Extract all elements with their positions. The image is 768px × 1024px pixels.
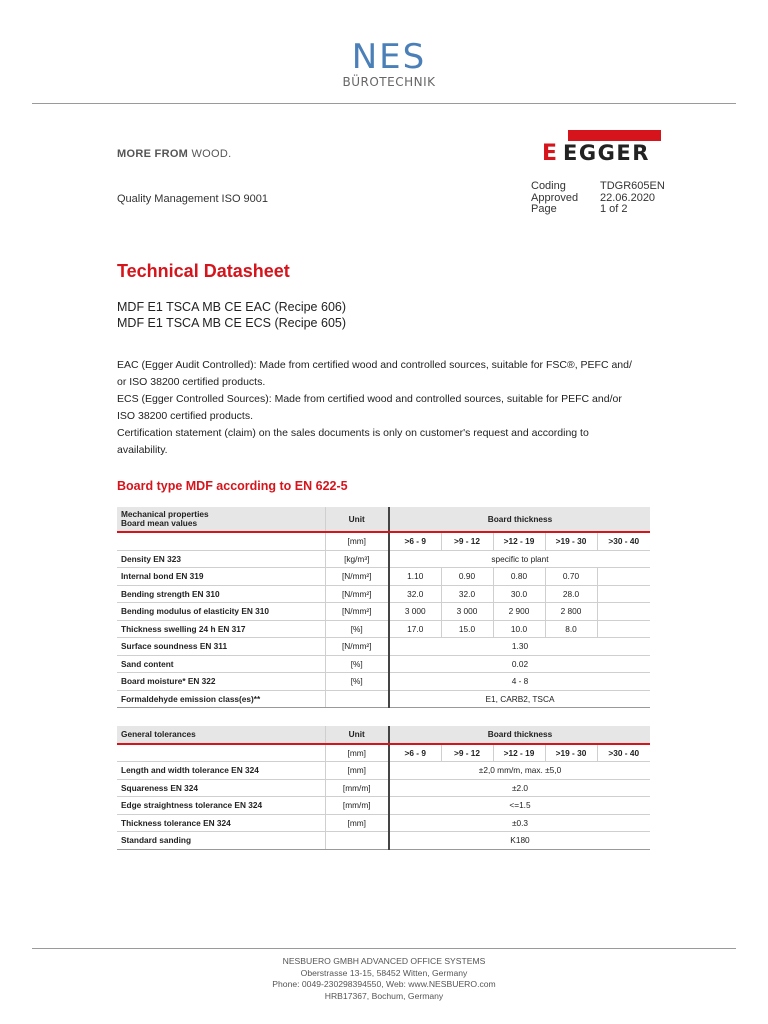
value-cell: 28.0 [545,585,597,603]
header-label [117,507,325,532]
unit-cell: [N/mm²] [325,585,389,603]
tagline-bold: MORE FROM [117,148,189,160]
document-meta [531,181,665,216]
unit-cell: [%] [325,673,389,691]
thickness-range: >9 - 12 [441,744,493,762]
value-cell: 32.0 [441,585,493,603]
property-label: Standard sanding [117,832,325,850]
thickness-range-row [117,532,650,550]
header-board-thickness: Board thickness [389,507,650,532]
thickness-range: >6 - 9 [389,744,441,762]
property-label: Thickness swelling 24 h EN 317 [117,620,325,638]
thickness-range: >6 - 9 [389,532,441,550]
table-row [117,638,650,656]
meta-row-page [531,204,665,216]
unit-cell: [kg/m³] [325,550,389,568]
unit-cell: [%] [325,655,389,673]
thickness-range: >19 - 30 [545,532,597,550]
intro-line: ECS (Egger Controlled Sources): Made from certified wood and controlled sources, suitable for PEFC and/or [117,393,622,405]
table-row [117,779,650,797]
table-header-row [117,726,650,744]
property-label: Edge straightness tolerance EN 324 [117,797,325,815]
table-cell-empty [117,744,325,762]
footer [184,956,584,1002]
document-title: Technical Datasheet [117,261,290,281]
unit-cell: [mm/m] [325,797,389,815]
table-row [117,585,650,603]
value-cell-span: ±0.3 [389,814,650,832]
intro-line: Certification statement (claim) on the sales documents is only on customer's request and according to [117,427,589,439]
nes-buerotechnik-logo [334,37,444,92]
meta-value: 1 of 2 [600,203,628,215]
egger-logo-bar [568,130,661,141]
nes-logo-subtitle: BÜROTECHNIK [342,75,436,89]
table-row [117,832,650,850]
value-cell-span: ±2,0 mm/m, max. ±5,0 [389,762,650,780]
value-cell: 32.0 [389,585,441,603]
header-label: General tolerances [117,726,325,744]
thickness-range-row [117,744,650,762]
value-cell-span: 1.30 [389,638,650,656]
value-cell: 2 900 [493,603,545,621]
table-row [117,620,650,638]
value-cell: 2 800 [545,603,597,621]
value-cell [597,603,650,621]
unit-cell: [mm/m] [325,779,389,797]
intro-paragraph [117,357,647,459]
general-tolerances-table [117,726,650,850]
thickness-range: >12 - 19 [493,744,545,762]
unit-cell: [N/mm²] [325,603,389,621]
section-title: Board type MDF according to EN 622-5 [117,479,348,493]
property-label: Squareness EN 324 [117,779,325,797]
intro-line: EAC (Egger Audit Controlled): Made from certified wood and controlled sources, suitable for FSC®, PEFC and/ [117,359,632,371]
header-board-thickness: Board thickness [389,726,650,744]
unit-cell [325,832,389,850]
value-cell-span: E1, CARB2, TSCA [389,690,650,708]
value-cell [597,585,650,603]
table-header-row [117,507,650,532]
tagline-light: WOOD. [191,148,232,160]
egger-logo-text: EGGER [563,141,650,165]
header-label-line: Mechanical properties [121,508,209,519]
unit-cell: [N/mm²] [325,568,389,586]
value-cell: 17.0 [389,620,441,638]
thickness-range: >9 - 12 [441,532,493,550]
footer-line: HRB17367, Bochum, Germany [324,990,444,1001]
unit-cell: [%] [325,620,389,638]
table-row [117,568,650,586]
intro-line: ISO 38200 certified products. [117,410,253,422]
property-label: Density EN 323 [117,550,325,568]
table-cell-empty [117,532,325,550]
value-cell [597,568,650,586]
value-cell [597,620,650,638]
meta-row-coding [531,181,665,193]
header-unit: Unit [325,726,389,744]
property-label: Length and width tolerance EN 324 [117,762,325,780]
value-cell: 0.90 [441,568,493,586]
value-cell-span: K180 [389,832,650,850]
value-cell: 8.0 [545,620,597,638]
value-cell-span: ±2.0 [389,779,650,797]
value-cell: 3 000 [441,603,493,621]
table-row [117,797,650,815]
table-row [117,603,650,621]
product-lines [117,299,346,331]
value-cell: 30.0 [493,585,545,603]
property-label: Formaldehyde emission class(es)** [117,690,325,708]
meta-value: 22.06.2020 [600,191,656,204]
unit-cell: [mm] [325,762,389,780]
meta-key: Approved [531,191,579,204]
meta-key: Page [531,203,557,215]
unit-cell [325,690,389,708]
header-label-line: Board mean values [121,518,198,528]
meta-value: TDGR605EN [600,180,665,192]
footer-line: NESBUERO GMBH ADVANCED OFFICE SYSTEMS [282,956,486,966]
property-label: Sand content [117,655,325,673]
thickness-range: >19 - 30 [545,744,597,762]
thickness-range: >12 - 19 [493,532,545,550]
property-label: Internal bond EN 319 [117,568,325,586]
product-line: MDF E1 TSCA MB CE EAC (Recipe 606) [117,300,347,314]
table-row [117,673,650,691]
value-cell-span: 0.02 [389,655,650,673]
value-cell: 3 000 [389,603,441,621]
value-cell: 0.80 [493,568,545,586]
value-cell: 0.70 [545,568,597,586]
footer-line: Phone: 0049-230298394550, Web: www.NESBUERO.com [272,979,496,989]
property-label: Thickness tolerance EN 324 [117,814,325,832]
egger-tagline [117,148,232,160]
header-unit: Unit [325,507,389,532]
quality-management: Quality Management ISO 9001 [117,193,269,205]
unit-cell: [mm] [325,814,389,832]
meta-key: Coding [531,180,566,192]
table-row [117,655,650,673]
value-cell-span: <=1.5 [389,797,650,815]
footer-divider [32,948,736,949]
table-row [117,814,650,832]
value-cell-span: specific to plant [389,550,650,568]
property-label: Bending modulus of elasticity EN 310 [117,603,325,621]
property-label: Board moisture* EN 322 [117,673,325,691]
intro-line: availability. [117,444,168,456]
value-cell: 1.10 [389,568,441,586]
thickness-range: >30 - 40 [597,744,650,762]
unit-cell: [N/mm²] [325,638,389,656]
unit-cell: [mm] [325,532,389,550]
egger-logo [542,141,650,165]
footer-line: Oberstrasse 13-15, 58452 Witten, Germany [300,967,468,978]
property-label: Bending strength EN 310 [117,585,325,603]
value-cell: 10.0 [493,620,545,638]
table-row [117,550,650,568]
egger-e-mark-icon: E [542,140,558,166]
property-label: Surface soundness EN 311 [117,638,325,656]
value-cell-span: 4 - 8 [389,673,650,691]
table-row [117,762,650,780]
value-cell: 15.0 [441,620,493,638]
unit-cell: [mm] [325,744,389,762]
thickness-range: >30 - 40 [597,532,650,550]
table-row [117,690,650,708]
mechanical-properties-table [117,507,650,708]
product-line: MDF E1 TSCA MB CE ECS (Recipe 605) [117,316,347,330]
intro-line: or ISO 38200 certified products. [117,376,266,388]
header-divider [32,103,736,104]
nes-logo-text: NES [351,37,427,77]
